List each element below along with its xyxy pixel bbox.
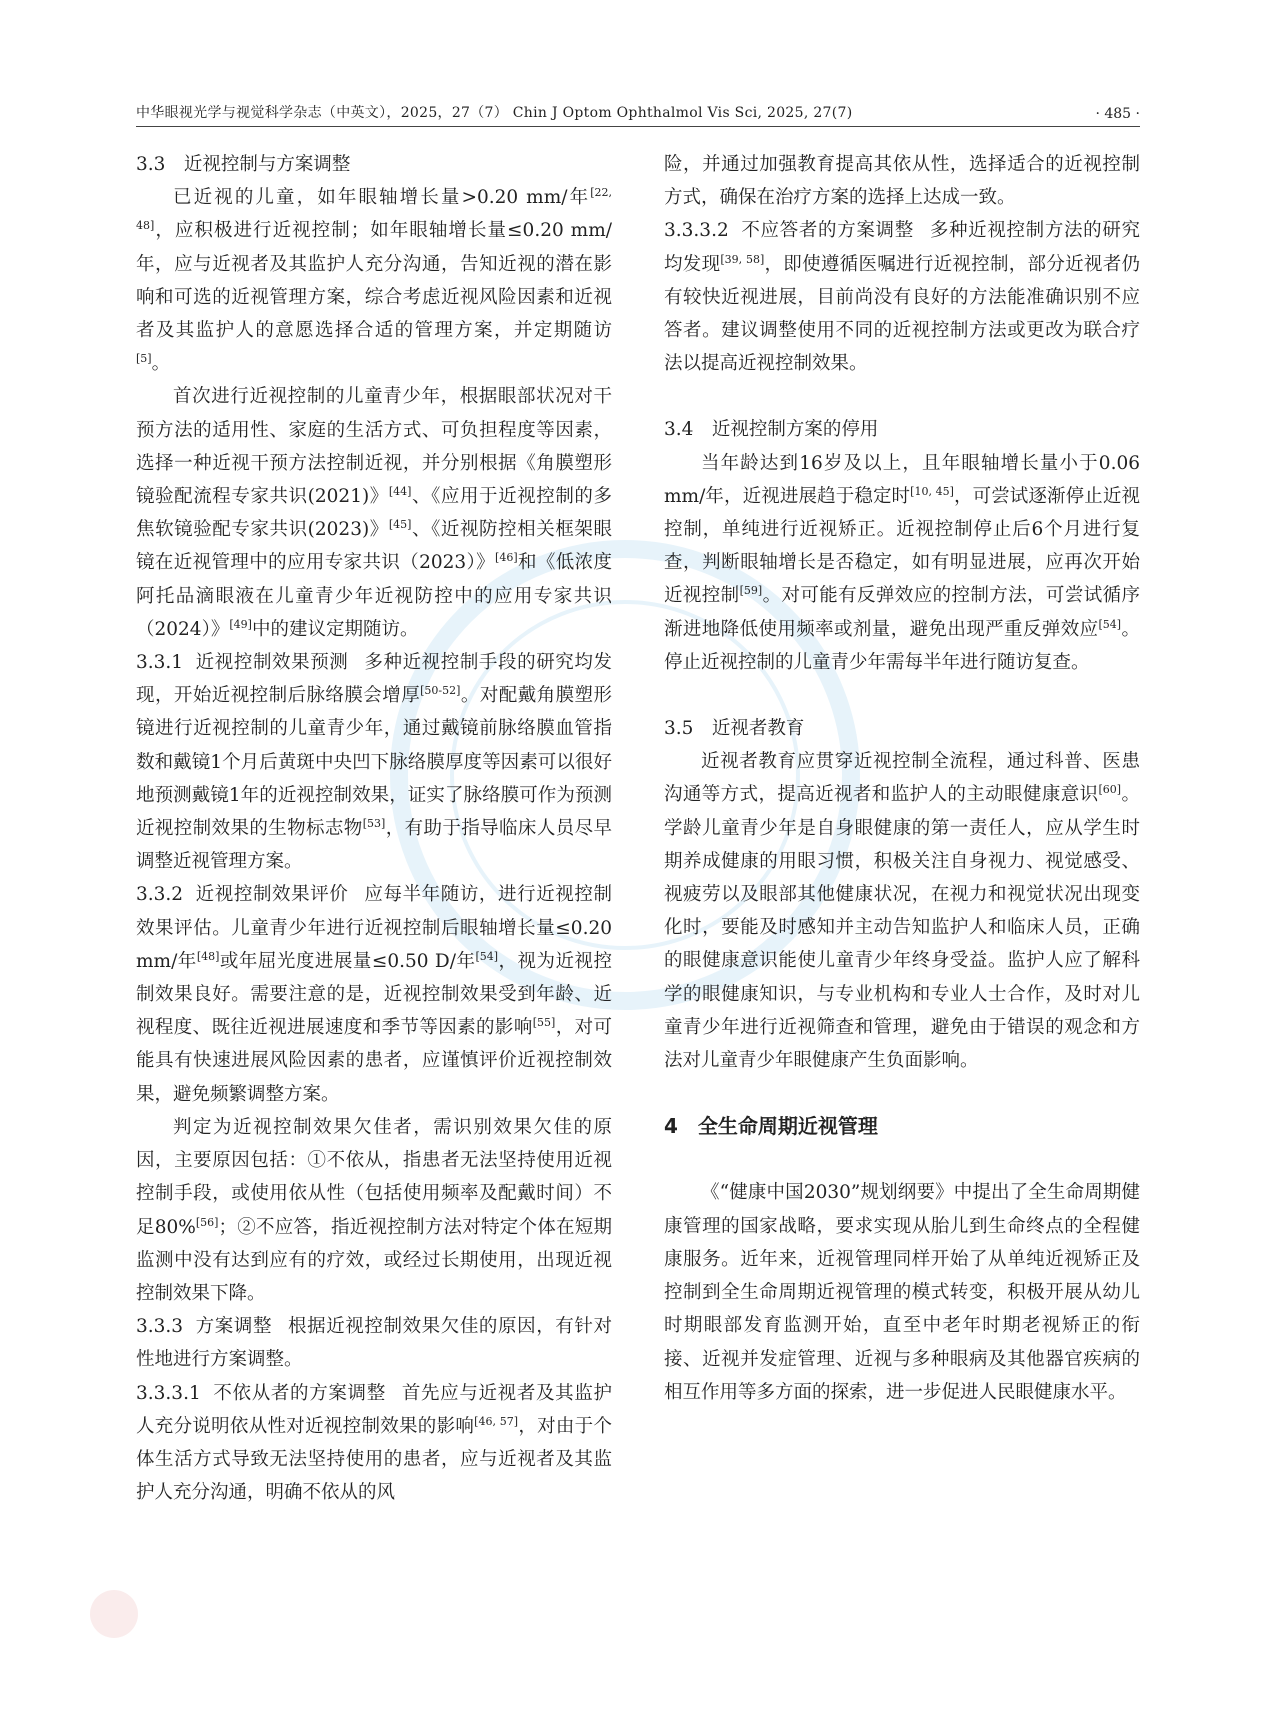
section-3-3-3-2: 3.3.3.2 不应答者的方案调整 多种近视控制方法的研究均发现[39, 58]，即使遵循医嘱进行近视控制，部分近视者仍有较快近视进展，目前尚没有良好的方法能准确识别不应答者。建议调整使用不同的近视控制方法或更改为联合疗法以提高近视控制效果。 (664, 220, 1140, 375)
section-3-3-2: 3.3.2 近视控制效果评价 应每半年随访，进行近视控制效果评估。儿童青少年进行近视控制后眼轴增长量≤0.20 mm/年[48]或年屈光度进展量≤0.50 D/年[54]，视为近视控制效果良好。需要注意的是，近视控制效果受到年龄、近视程度、既往近视进展速度和季节等因素的影响[55]，对可能具有快速进展风险因素的患者，应谨慎评价近视控制效果，避免频繁调整方案。 (136, 884, 612, 1105)
journal-citation: 中华眼视光学与视觉科学杂志（中英文），2025，27（7） Chin J Optom Ophthalmol Vis Sci, 2025, 27(7) (136, 105, 853, 121)
section-3-4-title: 3.4 近视控制方案的停用 (664, 419, 879, 441)
running-header (136, 96, 1140, 127)
paragraph: 《“健康中国2030”规划纲要》中提出了全生命周期健康管理的国家战略，要求实现从胎儿到生命终点的全程健康服务。近年来，近视管理同样开始了从单纯近视矫正及控制到全生命周期近视管理的模式转变，积极开展从幼儿时期眼部发育监测开始，直至中老年时期老视矫正的衔接、近视并发症管理、近视与多种眼病及其他器官疾病的相互作用等多方面的探索，进一步促进人民眼健康水平。 (664, 1182, 1140, 1403)
right-column (664, 148, 1140, 1409)
paragraph: 首次进行近视控制的儿童青少年，根据眼部状况对干预方法的适用性、家庭的生活方式、可负担程度等因素，选择一种近视干预方法控制近视，并分别根据《角膜塑形镜验配流程专家共识(2021)》[44]、《应用于近视控制的多焦软镜验配专家共识(2023)》[45]、《近视防控相关框架眼镜在近视管理中的应用专家共识（2023）》[46]和《低浓度阿托品滴眼液在儿童青少年近视防控中的应用专家共识（2024）》[49]中的建议定期随访。 (136, 386, 612, 640)
section-4-title: 4 全生命周期近视管理 (664, 1114, 878, 1139)
page-number: · 485 · (1095, 106, 1140, 122)
left-column (136, 148, 612, 1509)
paragraph: 近视者教育应贯穿近视控制全流程，通过科普、医患沟通等方式，提高近视者和监护人的主动眼健康意识[60]。学龄儿童青少年是自身眼健康的第一责任人，应从学生时期养成健康的用眼习惯，积极关注自身视力、视觉感受、视疲劳以及眼部其他健康状况，在视力和视觉状况出现变化时，要能及时感知并主动告知监护人和临床人员，正确的眼健康意识能使儿童青少年终身受益。监护人应了解科学的眼健康知识，与专业机构和专业人士合作，及时对儿童青少年进行近视筛查和管理，避免由于错误的观念和方法对儿童青少年眼健康产生负面影响。 (664, 751, 1140, 1072)
paragraph: 当年龄达到16岁及以上，且年眼轴增长量小于0.06 mm/年，近视进展趋于稳定时[10, 45]，可尝试逐渐停止近视控制，单纯进行近视矫正。近视控制停止后6个月进行复查，判断眼轴增长是否稳定，如有明显进展，应再次开始近视控制[59]。对可能有反弹效应的控制方法，可尝试循序渐进地降低使用频率或剂量，避免出现严重反弹效应[54]。停止近视控制的儿童青少年需每半年进行随访复查。 (664, 452, 1140, 673)
section-3-5-title: 3.5 近视者教育 (664, 718, 805, 740)
section-3-3-3-1: 3.3.3.1 不依从者的方案调整 首先应与近视者及其监护人充分说明依从性对近视控制效果的影响[46, 57]，对由于个体生活方式导致无法坚持使用的患者，应与近视者及其监护人充分沟通，明确不依从的风 (136, 1382, 612, 1504)
section-3-3-title: 3.3 近视控制与方案调整 (136, 154, 351, 175)
paragraph-continued: 险，并通过加强教育提高其依从性，选择适合的近视控制方式，确保在治疗方案的选择上达成一致。 (664, 154, 1140, 209)
paragraph: 判定为近视控制效果欠佳者，需识别效果欠佳的原因，主要原因包括：①不依从，指患者无法坚持使用近视控制手段，或使用依从性（包括使用频率及配戴时间）不足80%[56]；②不应答，指近视控制方法对特定个体在短期监测中没有达到应有的疗效，或经过长期使用，出现近视控制效果下降。 (136, 1116, 612, 1304)
section-3-3-1: 3.3.1 近视控制效果预测 多种近视控制手段的研究均发现，开始近视控制后脉络膜会增厚[50-52]。对配戴角膜塑形镜进行近视控制的儿童青少年，通过戴镜前脉络膜血管指数和戴镜1个月后黄斑中央凹下脉络膜厚度等因素可以很好地预测戴镜1年的近视控制效果，证实了脉络膜可作为预测近视控制效果的生物标志物[53]，有助于指导临床人员尽早调整近视管理方案。 (136, 652, 612, 873)
section-3-3-3: 3.3.3 方案调整 根据近视控制效果欠佳的原因，有针对性地进行方案调整。 (136, 1316, 612, 1371)
publisher-logo-icon (90, 1590, 138, 1638)
paragraph: 已近视的儿童，如年眼轴增长量>0.20 mm/年[22, 48]，应积极进行近视控制；如年眼轴增长量≤0.20 mm/年，应与近视者及其监护人充分沟通，告知近视的潜在影响和可选的近视管理方案，综合考虑近视风险因素和近视者及其监护人的意愿选择合适的管理方案，并定期随访[5]。 (136, 186, 612, 375)
